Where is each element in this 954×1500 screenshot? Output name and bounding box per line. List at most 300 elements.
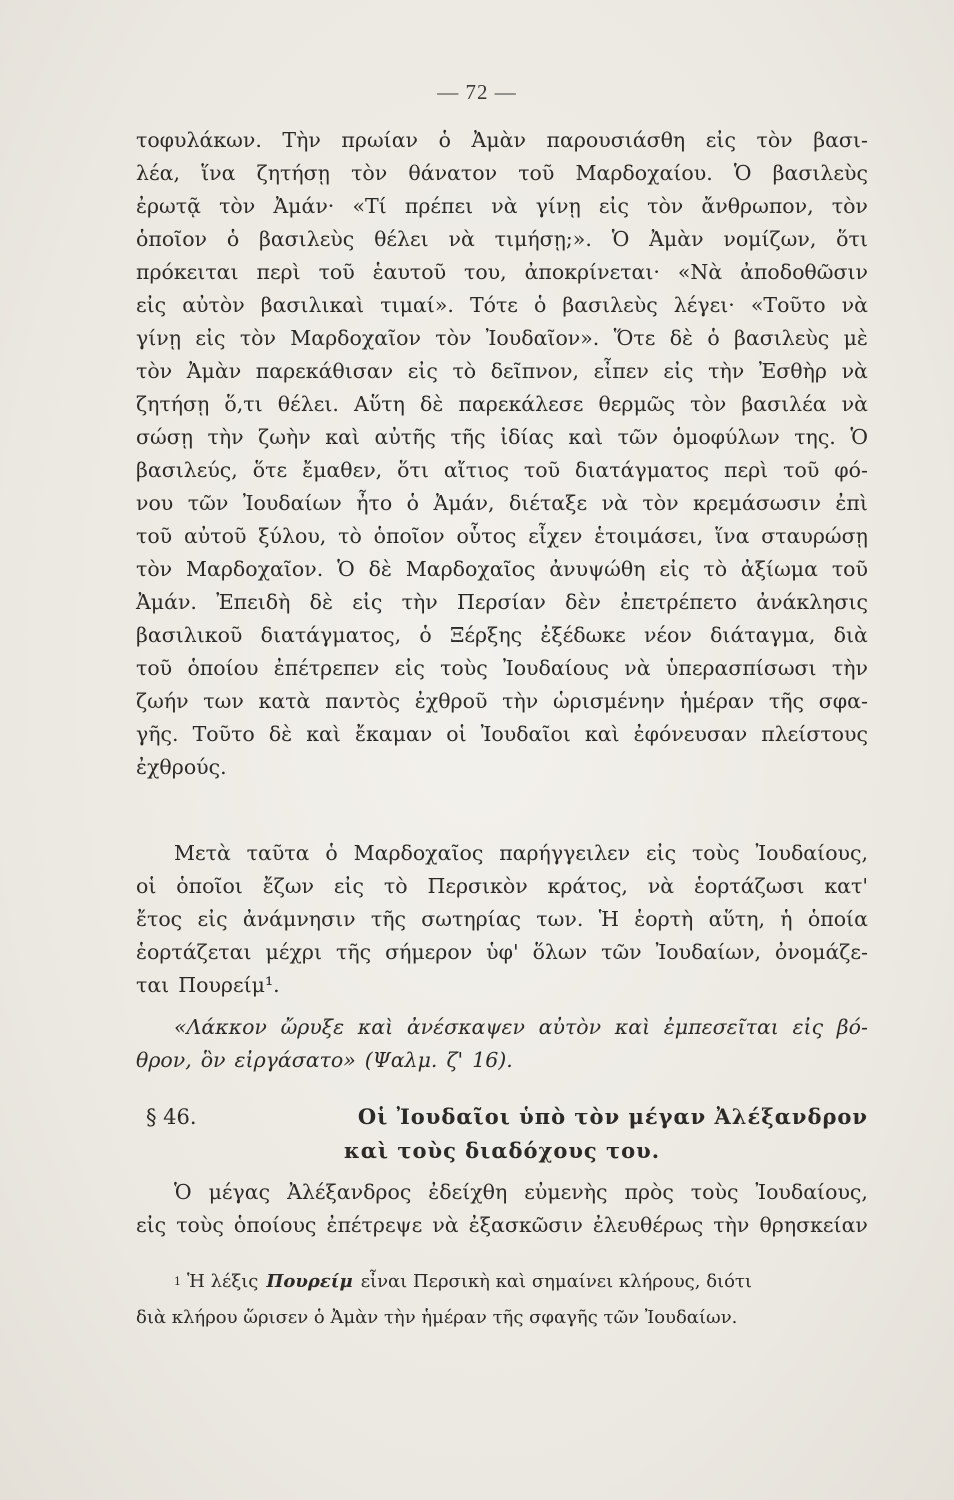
word: τὸν xyxy=(351,161,388,185)
word: τὴν xyxy=(401,590,438,614)
word: πλείστους xyxy=(761,722,868,746)
word: ὅτι xyxy=(836,227,868,251)
word: πρὸς xyxy=(624,1180,674,1204)
word: νὰ xyxy=(647,874,675,898)
word: περὶ xyxy=(256,260,301,284)
word: νὰ xyxy=(491,194,518,218)
word: Μαρδοχαίου. xyxy=(575,161,713,185)
word: ἀποδοθῶσιν xyxy=(740,260,868,284)
word: ἄνθρωπον, xyxy=(701,194,814,218)
word: ἵνα xyxy=(715,524,750,548)
word: εἰς xyxy=(659,557,690,581)
word: ἦτο xyxy=(356,491,393,515)
footnote xyxy=(136,1264,868,1336)
word: πρωίαν xyxy=(341,128,419,152)
word: ξύλου, xyxy=(258,524,327,548)
footnote-line-1 xyxy=(136,1264,868,1300)
word: σταυρώσῃ xyxy=(761,524,868,548)
word: θρον, xyxy=(136,1048,192,1072)
word: «Νὰ xyxy=(677,260,723,284)
word: ὁ xyxy=(226,227,240,251)
word: βασι- xyxy=(813,128,868,152)
paragraph-2 xyxy=(136,837,868,1002)
word: γῆς. xyxy=(136,722,179,746)
word: ὀνομάζε- xyxy=(774,940,868,964)
word: δὲ xyxy=(309,590,334,614)
word: ται xyxy=(136,973,170,997)
word: ἀποκρίνεται· xyxy=(524,260,660,284)
word: καὶ xyxy=(568,425,604,449)
text-line xyxy=(136,388,868,421)
text-line xyxy=(136,969,868,1002)
word: Τοῦτο xyxy=(192,722,255,746)
footnote-mark: 1 xyxy=(174,1275,181,1288)
word: τὸν xyxy=(219,194,256,218)
word: ἰδίας xyxy=(500,425,554,449)
word: Ξέρξης xyxy=(449,623,523,647)
word: Ἀμὰν xyxy=(186,359,242,383)
word: τὸ xyxy=(338,524,362,548)
word: τῶν xyxy=(617,425,659,449)
word: ἐπὶ xyxy=(835,491,868,515)
word: εἰς xyxy=(792,1015,824,1039)
word: Ἀμάν. xyxy=(136,590,197,614)
word: Ὁ xyxy=(611,227,630,251)
word: εἰς xyxy=(352,590,383,614)
word: ὁ xyxy=(419,623,432,647)
word: Ὁ xyxy=(337,557,355,581)
word: νὰ xyxy=(841,392,868,416)
word: βασιλεὺς xyxy=(258,227,355,251)
word: βό- xyxy=(836,1015,868,1039)
word: εἰς xyxy=(663,359,694,383)
text-line xyxy=(136,124,868,157)
word: δὲ xyxy=(420,392,444,416)
text-line xyxy=(136,322,868,355)
word: κρεμάσωσιν xyxy=(693,491,821,515)
word: Ἰουδαῖοι xyxy=(480,722,571,746)
word: Ἀμὰν xyxy=(649,227,704,251)
word: εἰς xyxy=(136,1213,167,1237)
word: νέον xyxy=(643,623,692,647)
word: «Τί xyxy=(352,194,387,218)
text-line xyxy=(136,289,868,322)
word: νου xyxy=(136,491,174,515)
word: βασιλεύς, xyxy=(136,458,238,482)
text-line xyxy=(136,837,868,870)
word: βασιλεὺς xyxy=(562,293,658,317)
word: τιμήσῃ;». xyxy=(494,227,592,251)
section-heading xyxy=(136,1100,868,1168)
text-line xyxy=(136,718,868,751)
word: τιμαί». xyxy=(380,293,454,317)
word: ζητήσῃ xyxy=(136,392,210,416)
word: δεῖπνον, xyxy=(490,359,579,383)
word: βασιλικοῦ xyxy=(136,623,243,647)
word: τῆς xyxy=(335,940,372,964)
word: ἵνα xyxy=(201,161,236,185)
word: τοὺς xyxy=(176,1213,224,1237)
text-line xyxy=(136,1044,868,1077)
text-line xyxy=(136,520,868,553)
word: παρεκάλεσε xyxy=(458,392,584,416)
word: σήμερον xyxy=(385,940,473,964)
word: «Τοῦτο xyxy=(750,293,826,317)
footnote-line-1-rest: εἶναι Περσικὴ καὶ σημαίνει κλήρους, διότι xyxy=(360,1271,752,1292)
word: τῶν xyxy=(187,491,229,515)
word: αὐτοῦ xyxy=(183,524,247,548)
word: παντὸς xyxy=(325,689,401,713)
word: αὐτὸν xyxy=(182,293,245,317)
word: ἐμπεσεῖται xyxy=(663,1015,779,1039)
word: Περσίαν xyxy=(456,590,546,614)
word: ταῦτα xyxy=(246,841,310,865)
text-line xyxy=(136,454,868,487)
word: ἐρωτᾷ xyxy=(136,194,201,218)
word: της. xyxy=(794,425,836,449)
word: «Λάκκον xyxy=(174,1015,267,1039)
word: Ὁ xyxy=(733,161,752,185)
word: εἰς xyxy=(197,907,228,931)
word: τὸ xyxy=(383,874,408,898)
word: νομίζων, xyxy=(723,227,817,251)
word: περὶ xyxy=(724,458,769,482)
word: τῆς xyxy=(768,689,805,713)
word: εἰς xyxy=(598,194,629,218)
word: εἰς xyxy=(645,841,677,865)
word: θέλει. xyxy=(277,392,339,416)
word: σώσῃ xyxy=(136,425,193,449)
page-number: — 72 — xyxy=(437,80,517,104)
word: ἑορτάζωσι xyxy=(694,874,805,898)
word: παρουσιάσθη xyxy=(546,128,686,152)
word: τὸ xyxy=(703,557,728,581)
section-title-line-1: Οἱ Ἰουδαῖοι ὑπὸ τὸν μέγαν Ἀλέξανδρον xyxy=(357,1104,868,1129)
word: Ὁ xyxy=(850,425,868,449)
footnote-line-2: διὰ κλήρου ὥρισεν ὁ Ἀμὰν τὴν ἡμέραν τῆς σφαγῆς τῶν Ἰουδαίων. xyxy=(136,1307,738,1328)
text-line xyxy=(136,903,868,936)
word: ἐξέδωκε xyxy=(540,623,626,647)
word: νὰ xyxy=(448,227,475,251)
text-line xyxy=(136,1176,868,1209)
word: ἀνάμνησιν xyxy=(242,907,356,931)
word: οἱ xyxy=(136,874,157,898)
word: Ἐπειδὴ xyxy=(216,590,291,614)
word: Αὕτη xyxy=(354,392,405,416)
word: Ἀμάν, xyxy=(433,491,495,515)
word: ὁ xyxy=(325,841,338,865)
word: Μετὰ xyxy=(174,841,231,865)
text-line xyxy=(136,223,868,256)
word: παρήγγειλεν xyxy=(499,841,631,865)
word: τὴν xyxy=(502,689,539,713)
word: ὅλων xyxy=(532,940,588,964)
word: τῆς xyxy=(450,425,486,449)
word: Μαρδοχαῖον xyxy=(290,326,421,350)
word: Τότε xyxy=(469,293,518,317)
word: τὸν xyxy=(435,326,472,350)
word: ὑπερασπίσωσι xyxy=(665,656,817,680)
word: 16). xyxy=(472,1048,513,1072)
word: Μαρδοχαῖος xyxy=(353,841,484,865)
word: Ἰουδαίους, xyxy=(755,1180,868,1204)
word: τοῦ xyxy=(136,656,173,680)
word: τοὺς xyxy=(440,656,488,680)
word: νὰ xyxy=(624,656,651,680)
word: κράτος, xyxy=(547,874,628,898)
word: ἔκαμαν xyxy=(354,722,433,746)
word: Τὴν xyxy=(282,128,321,152)
text-line xyxy=(136,936,868,969)
text-line xyxy=(136,685,868,718)
text-line xyxy=(136,190,868,223)
word: ἀνάκλησις xyxy=(756,590,868,614)
word: εἶπεν xyxy=(593,359,649,383)
text-line xyxy=(136,652,868,685)
text-line xyxy=(136,1209,868,1242)
word: των xyxy=(203,689,244,713)
word: ἡμέραν xyxy=(679,689,755,713)
word: εἰς xyxy=(705,128,736,152)
word: βασιλεὺς xyxy=(772,161,868,185)
word: δὲ xyxy=(268,722,293,746)
word: ὁ xyxy=(534,293,547,317)
word: ὁμοφύλων xyxy=(672,425,780,449)
word: ἐξασκῶσιν xyxy=(468,1213,583,1237)
word: διάταγμα, xyxy=(710,623,816,647)
word: τῶν xyxy=(601,940,642,964)
word: νὰ xyxy=(841,293,868,317)
word: θάνατον xyxy=(408,161,498,185)
word: ἐπέτρεπεν xyxy=(273,656,380,680)
word: τὸν xyxy=(239,326,276,350)
word: τὸν xyxy=(690,392,727,416)
text-line xyxy=(136,256,868,289)
word: εἶχεν xyxy=(528,524,583,548)
word: ἑορτάζεται xyxy=(136,940,252,964)
section-heading-line-1 xyxy=(136,1100,868,1134)
word: τοῦ xyxy=(783,458,820,482)
word: δὲ xyxy=(368,557,392,581)
word: ὁποίους xyxy=(233,1213,317,1237)
word: καὶ xyxy=(306,722,341,746)
word: εἰς xyxy=(407,359,438,383)
word: ἐχθροῦ xyxy=(414,689,488,713)
word: κατ' xyxy=(824,874,868,898)
word: ὁποίου xyxy=(187,656,259,680)
word: ὅτι xyxy=(397,458,429,482)
word: ἐλευθέρως xyxy=(592,1213,704,1237)
text-line xyxy=(136,421,868,454)
text-line xyxy=(136,355,868,388)
word: εἰς xyxy=(333,874,365,898)
word: νὰ xyxy=(841,359,868,383)
word: Ἰουδαῖον». xyxy=(485,326,600,350)
text-line xyxy=(136,751,868,784)
word: του, xyxy=(463,260,507,284)
word: ὃν xyxy=(200,1048,226,1072)
word: ἑαυτοῦ xyxy=(372,260,447,284)
word: μέχρι xyxy=(265,940,322,964)
word: αὐτὸν xyxy=(538,1015,602,1039)
word: τοὺς xyxy=(690,1180,739,1204)
word: τὸν xyxy=(642,491,679,515)
word: τὸν xyxy=(756,128,793,152)
word: τὸν xyxy=(647,194,684,218)
word: τὴν xyxy=(831,656,868,680)
word: τὸν xyxy=(831,194,868,218)
word: διὰ xyxy=(833,623,868,647)
word: μέγας xyxy=(208,1180,271,1204)
word: βασιλεὺς xyxy=(734,326,830,350)
footnote-intro: Ἡ λέξις xyxy=(187,1271,259,1292)
word: λέγει· xyxy=(673,293,735,317)
word: Περσικὸν xyxy=(427,874,528,898)
word: ὁ xyxy=(406,491,420,515)
word: πρόκειται xyxy=(136,260,239,284)
word: Ἰουδαίων xyxy=(242,491,342,515)
word: τοῦ xyxy=(318,260,355,284)
word: καὶ xyxy=(614,1015,651,1039)
word: ὁποῖον xyxy=(373,524,445,548)
text-line xyxy=(136,619,868,652)
word: φό- xyxy=(834,458,868,482)
word: αὕτη, xyxy=(708,907,766,931)
text-line xyxy=(136,157,868,190)
word: διέταξε xyxy=(508,491,588,515)
word: διατάγματος, xyxy=(260,623,402,647)
word: ἀνυψώθη xyxy=(549,557,646,581)
word: ἀξίωμα xyxy=(740,557,818,581)
word: τοὺς xyxy=(691,841,740,865)
word: ζωήν xyxy=(136,689,189,713)
word: Μαρδοχαῖος xyxy=(405,557,536,581)
word: βασιλικαὶ xyxy=(260,293,365,317)
word: ὁ xyxy=(438,128,451,152)
text-line xyxy=(136,487,868,520)
paragraph-1 xyxy=(136,124,868,784)
word: πρέπει xyxy=(404,194,474,218)
word: τὴν xyxy=(708,359,745,383)
word: ἐπέτρεψε xyxy=(326,1213,423,1237)
word: εἰς xyxy=(195,326,226,350)
word: θρησκείαν xyxy=(759,1213,868,1237)
word: Ἡ xyxy=(598,907,619,931)
word: καὶ xyxy=(357,1015,394,1039)
word: οἱ xyxy=(446,722,467,746)
word: τοῦ xyxy=(518,161,555,185)
word: Ἀμὰν xyxy=(471,128,526,152)
word: καὶ xyxy=(584,722,620,746)
word: ἐφόνευσαν xyxy=(633,722,748,746)
word: Ἐσθὴρ xyxy=(758,359,827,383)
word: τὴν xyxy=(207,425,244,449)
word: ἡ xyxy=(780,907,793,931)
word: ἑορτὴ xyxy=(634,907,694,931)
word: αὐτῆς xyxy=(374,425,436,449)
word: τοῦ xyxy=(523,458,561,482)
word: Ἰουδαίους, xyxy=(755,841,868,865)
word: Ὅτε xyxy=(613,326,656,350)
word: δὲ xyxy=(669,326,694,350)
word: ἔζων xyxy=(262,874,315,898)
word: εὐμενὴς xyxy=(524,1180,608,1204)
word: Ἀμάν· xyxy=(273,194,335,218)
word: ὤρυξε xyxy=(280,1015,345,1039)
text-line xyxy=(136,553,868,586)
word: τὸν xyxy=(136,557,173,581)
word: Ὁ xyxy=(174,1180,192,1204)
footnote-word: Πουρείμ xyxy=(266,1271,353,1292)
word: θέλει xyxy=(374,227,429,251)
word: μὲ xyxy=(843,326,868,350)
word: Ἰουδαίους xyxy=(503,656,610,680)
section-number: § 46. xyxy=(146,1105,197,1129)
word: ὅτε xyxy=(252,458,288,482)
word: νὰ xyxy=(432,1213,459,1237)
text-line xyxy=(136,586,868,619)
word: ὁποῖοι xyxy=(176,874,243,898)
word: ἐχθρούς. xyxy=(136,755,227,779)
word: κατὰ xyxy=(258,689,311,713)
word: ὑφ' xyxy=(486,940,519,964)
word: εἰς xyxy=(394,656,425,680)
word: ὁποῖον xyxy=(136,227,207,251)
word: παρεκάθισαν xyxy=(255,359,394,383)
word: ἐδείχθη xyxy=(428,1180,508,1204)
word: τὸ xyxy=(452,359,477,383)
word: τοφυλάκων. xyxy=(136,128,262,152)
word: τῆς xyxy=(370,907,406,931)
word: τὴν xyxy=(713,1213,750,1237)
word: αἴτιος xyxy=(443,458,509,482)
paragraph-3 xyxy=(136,1176,868,1242)
word: γίνῃ xyxy=(136,326,182,350)
word: Ἰουδαίων, xyxy=(655,940,761,964)
word: ζητήσῃ xyxy=(256,161,330,185)
word: λέα, xyxy=(136,161,180,185)
section-title-line-2: καὶ τοὺς διαδόχους του. xyxy=(343,1138,661,1163)
word: ὁποία xyxy=(807,907,868,931)
word: βασιλέα xyxy=(741,392,827,416)
word: (Ψαλμ. xyxy=(364,1048,438,1072)
word: ζωὴν xyxy=(258,425,311,449)
text-line xyxy=(136,1011,868,1044)
word: Ἀλέξανδρος xyxy=(287,1180,412,1204)
word: ζ' xyxy=(446,1048,464,1072)
word: τοῦ xyxy=(831,557,868,581)
word: τὸν xyxy=(136,359,173,383)
word: ἔτος xyxy=(136,907,183,931)
word: Πουρείμ¹. xyxy=(178,973,280,997)
word: ἔμαθεν, xyxy=(302,458,383,482)
text-line xyxy=(136,870,868,903)
word: εἰργάσατο» xyxy=(234,1048,356,1072)
word: τοῦ xyxy=(136,524,173,548)
word: οὗτος xyxy=(456,524,517,548)
word: ἑτοιμάσει, xyxy=(594,524,704,548)
word: ἀνέσκαψεν xyxy=(406,1015,525,1039)
word: σφα- xyxy=(818,689,868,713)
word: γίνῃ xyxy=(535,194,581,218)
word: των. xyxy=(536,907,584,931)
word: θερμῶς xyxy=(598,392,675,416)
word: ἐπετρέπετο xyxy=(620,590,738,614)
word: νὰ xyxy=(601,491,628,515)
word: δὲν xyxy=(565,590,601,614)
psalm-quote xyxy=(136,1011,868,1077)
word: ὡρισμένην xyxy=(552,689,665,713)
